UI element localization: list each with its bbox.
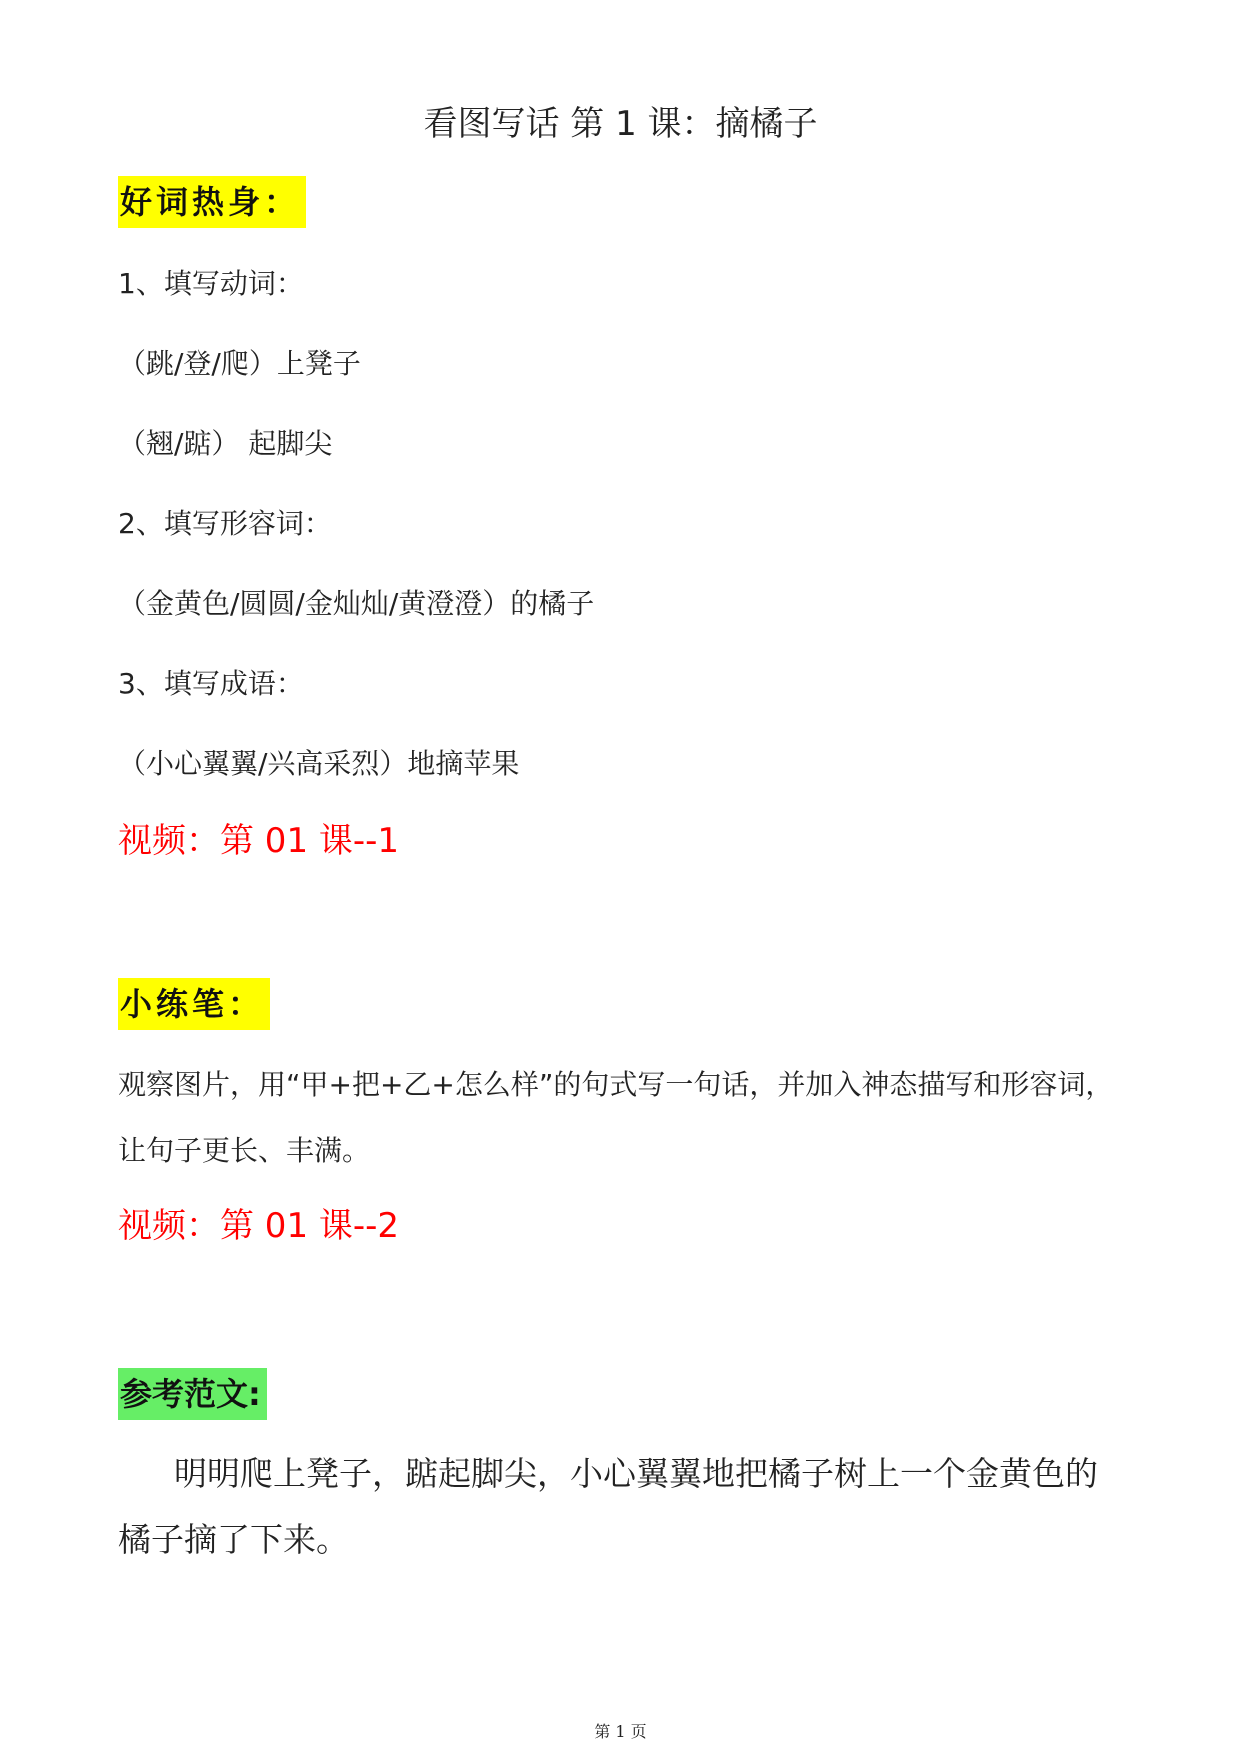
exercise-label-verbs: 1、填写动词： [118, 267, 304, 300]
exercise-line: （翘/踮） 起脚尖 [118, 427, 333, 460]
section-heading-model-essay: 参考范文: [118, 1368, 267, 1420]
page-number: 第 1 页 [594, 1722, 647, 1741]
section-heading-writing-practice: 小练笔： [118, 978, 270, 1030]
writing-prompt: 观察图片，用“甲+把+乙+怎么样”的句式写一句话，并加入神态描写和形容词，让句子更长、丰满。 [118, 1068, 1114, 1167]
exercise-label-adjectives: 2、填写形容词： [118, 507, 332, 540]
exercise-line: （金黄色/圆圆/金灿灿/黄澄澄）的橘子 [118, 587, 595, 620]
page-title: 看图写话 第 1 课：摘橘子 [423, 104, 818, 144]
section-heading-word-warmup: 好词热身： [118, 176, 306, 228]
exercise-label-idioms: 3、填写成语： [118, 667, 304, 700]
exercise-line: （跳/登/爬）上凳子 [118, 347, 361, 380]
exercise-line: （小心翼翼/兴高采烈）地摘苹果 [118, 747, 520, 780]
video-link-lesson-1-part-2[interactable]: 视频：第 01 课--2 [118, 1206, 400, 1246]
video-link-lesson-1-part-1[interactable]: 视频：第 01 课--1 [118, 821, 400, 861]
model-essay-text: 明明爬上凳子，踮起脚尖，小心翼翼地把橘子树上一个金黄色的橘子摘了下来。 [118, 1454, 1098, 1559]
